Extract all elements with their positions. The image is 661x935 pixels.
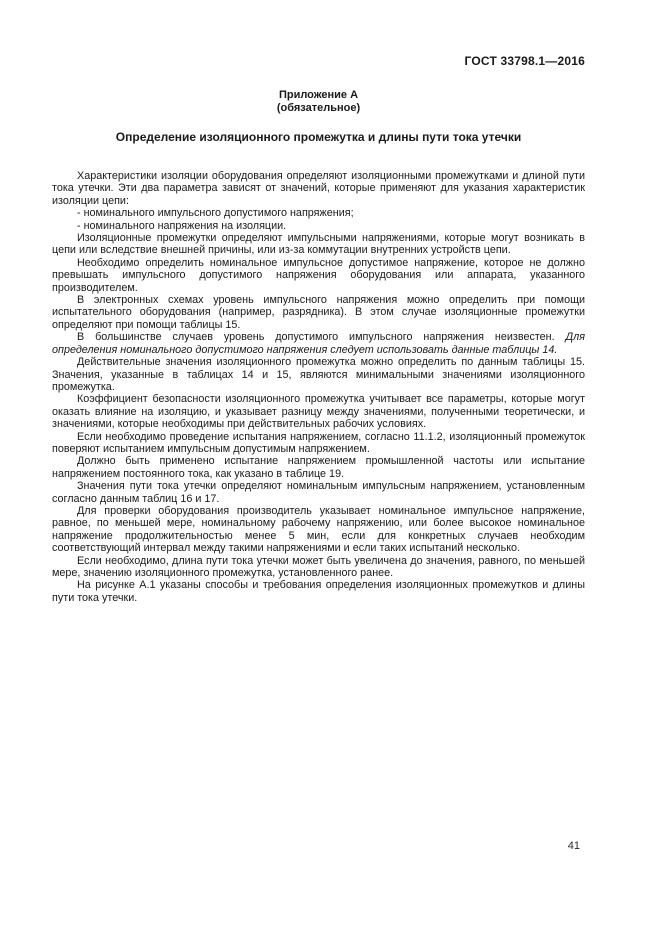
- body-text: [52, 170, 585, 604]
- annex-status: (обязательное): [276, 101, 361, 114]
- paragraph: Значения пути тока утечки определяют номинальным импульсным напряжением, установленным согласно данным таблиц 16 и 17.: [52, 480, 585, 505]
- paragraph: Коэффициент безопасности изоляционного промежутка учитывает все параметры, которые могут оказать влияние на изоляцию, и указывает разницу между значениями, полученными теоретически, и значениями, которые необходимы при действительных рабочих условиях.: [52, 393, 585, 431]
- paragraph: В электронных схемах уровень импульсного напряжения можно определить при помощи испытательного оборудования (например, разрядника). В этом случае изоляционные промежутки определяют при помощи таблицы 15.: [52, 294, 585, 331]
- paragraph-normal-segment: В большинстве случаев уровень допустимого импульсного напряжения неизвестен.: [77, 331, 566, 344]
- standard-number: ГОСТ 33798.1—2016: [464, 54, 585, 68]
- page-content: [52, 0, 585, 604]
- paragraph: Должно быть применено испытание напряжением промышленной частоты или испытание напряжением постоянного тока, как указано в таблице 19.: [52, 455, 585, 480]
- paragraph-italic-segment: Для определения номинального допустимого напряжения следует использовать данные таблицы 14.: [52, 331, 585, 356]
- list-item-line: - номинального напряжения на изоляции.: [77, 219, 287, 232]
- annex-title: Определение изоляционного промежутка и длины пути тока утечки: [115, 130, 522, 144]
- paragraph-with-italic: [52, 331, 585, 356]
- annex-label: Приложение А: [278, 89, 359, 101]
- paragraph: Для проверки оборудования производитель указывает номинальное импульсное напряжение, равное, по меньшей мере, номинальному рабочему напряжению, или более высокое номинальное напряжение продолжительностью менее 5 мин, если для конкретных случаев необходим соответствующий интервал между такими напряжениями и если таких испытаний несколько.: [52, 504, 585, 555]
- annex-heading: [52, 89, 585, 114]
- paragraph: Необходимо определить номинальное импульсное допустимое напряжение, которое не должно превышать импульсного допустимого напряжения оборудования или аппарата, указанного производителем.: [52, 256, 585, 294]
- paragraph: На рисунке А.1 указаны способы и требования определения изоляционных промежутков и длины пути тока утечки.: [52, 579, 585, 604]
- paragraph: Если необходимо, длина пути тока утечки может быть увеличена до значения, равного, по меньшей мере, значению изоляционного промежутка, установленного ранее.: [52, 554, 585, 579]
- paragraph: Если необходимо проведение испытания напряжением, согласно 11.1.2, изоляционный промежуток поверяют испытанием импульсным допустимым напряжением.: [52, 430, 585, 455]
- page-number: 41: [567, 840, 580, 852]
- paragraph: Изоляционные промежутки определяют импульсными напряжениями, которые могут возникать в цепи или вследствие внешней причины, или из-за коммутации внутренних устройств цепи.: [52, 232, 585, 257]
- paragraph: Действительные значения изоляционного промежутка можно определить по данным таблицы 15. Значения, указанные в таблицах 14 и 15, являются минимальными значениями изоляционного промежутка.: [52, 356, 585, 393]
- list-item-line: - номинального импульсного допустимого напряжения;: [77, 207, 354, 220]
- paragraph: Характеристики изоляции оборудования определяют изоляционными промежутками и длиной пути тока утечки. Эти два параметра зависят от значений, которые применяют для указания характеристик изоляции цепи:: [52, 170, 585, 207]
